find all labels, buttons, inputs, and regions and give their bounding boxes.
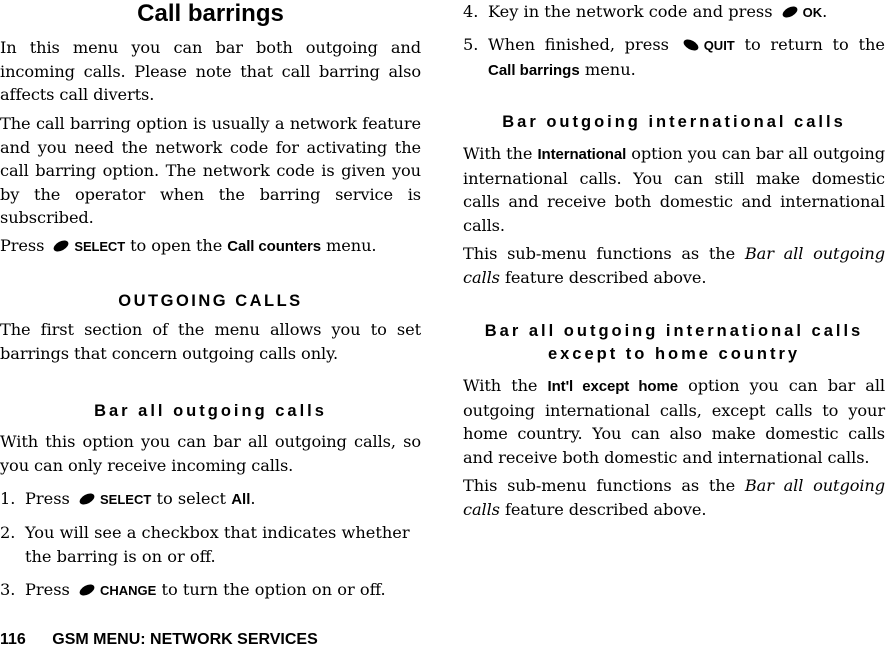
press-select-paragraph: Press SELECT to open the Call counters menu.: [0, 236, 377, 255]
page-number: 116: [0, 631, 26, 648]
except-home-sub-menu-paragraph: This sub-menu functions as the Bar all outgoing calls feature described above.: [463, 476, 886, 519]
intro-paragraph: In this menu you can bar both outgoing and incoming calls. Please note that call barring also affects call diverts.: [0, 38, 421, 104]
bar-all-outgoing-heading: Bar all outgoing calls: [94, 402, 327, 420]
bar-all-paragraph: With this option you can bar all outgoing calls, so you can only receive incoming calls.: [0, 432, 421, 475]
left-softkey-icon: [77, 493, 97, 505]
step-4: 4. Key in the network code and press OK.: [463, 2, 828, 21]
bar-except-home-heading-line1: Bar all outgoing international calls: [484, 322, 864, 340]
except-home-paragraph: With the Int'l except home option you can bar all outgoing international calls, except calls to your home country. You can also make domestic calls and receive both domestic and international calls.: [463, 376, 885, 467]
step-3: 3. Press CHANGE to turn the option on or off.: [0, 580, 386, 599]
outgoing-calls-heading: OUTGOING CALLS: [118, 292, 303, 310]
outgoing-section-paragraph: The first section of the menu allows you to set barrings that concern outgoing calls only.: [0, 320, 421, 363]
international-paragraph: With the International option you can bar all outgoing international calls. You can still make domestic calls and receive both domestic and international calls.: [463, 144, 886, 235]
right-softkey-icon: [681, 39, 701, 51]
step-1: 1. Press SELECT to select All.: [0, 489, 256, 508]
left-softkey-icon: [780, 6, 800, 18]
left-softkey-icon: [77, 584, 97, 596]
page-footer: [0, 630, 318, 650]
bar-international-heading: Bar outgoing international calls: [502, 113, 846, 131]
step-2: 2. You will see a checkbox that indicates whether the barring is on or off.: [0, 523, 410, 566]
page-title: Call barrings: [137, 0, 284, 27]
international-sub-menu-paragraph: This sub-menu functions as the Bar all outgoing calls feature described above.: [463, 244, 886, 287]
section-title: GSM MENU: NETWORK SERVICES: [52, 631, 318, 648]
left-softkey-icon: [51, 240, 71, 252]
step-5: 5. When finished, press QUIT to return to the Call barrings menu.: [463, 35, 885, 79]
network-feature-paragraph: The call barring option is usually a network feature and you need the network code for activating the call barring option. The network code is given you by the operator when the barring service is subscribed.: [0, 114, 421, 227]
bar-except-home-heading-line2: except to home country: [547, 345, 801, 363]
